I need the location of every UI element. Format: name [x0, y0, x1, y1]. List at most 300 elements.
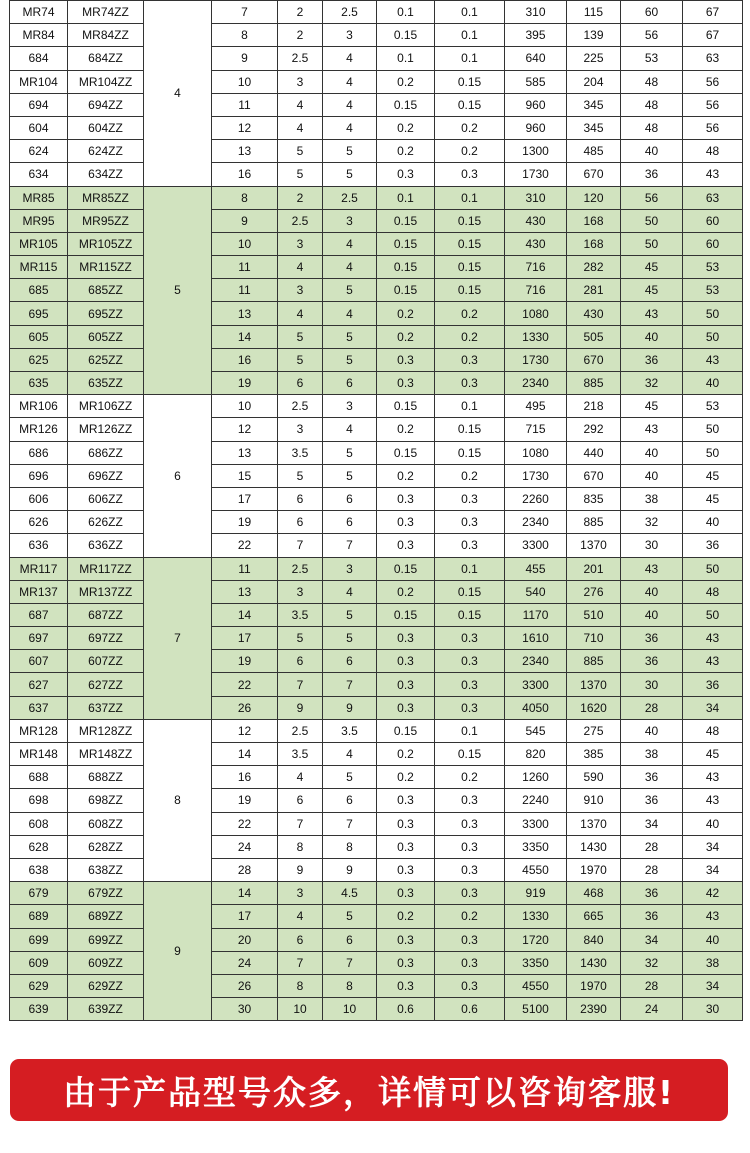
table-row	[10, 580, 743, 603]
dynamic-load-cell: 1260	[505, 766, 567, 789]
width-cell: 2.5	[278, 209, 323, 232]
static-load-cell: 510	[567, 603, 621, 626]
chamfer-r1-cell: 0.3	[435, 789, 505, 812]
model-shielded-cell: MR137ZZ	[68, 580, 144, 603]
outer-diameter-cell: 26	[212, 974, 278, 997]
width-flanged-cell: 8	[323, 974, 377, 997]
max-speed-grease-cell: 38	[621, 487, 683, 510]
outer-diameter-cell: 13	[212, 140, 278, 163]
outer-diameter-cell: 19	[212, 372, 278, 395]
max-speed-oil-cell: 50	[683, 325, 743, 348]
chamfer-r-cell: 0.2	[377, 70, 435, 93]
outer-diameter-cell: 14	[212, 603, 278, 626]
chamfer-r1-cell: 0.15	[435, 279, 505, 302]
chamfer-r-cell: 0.3	[377, 487, 435, 510]
dynamic-load-cell: 395	[505, 24, 567, 47]
width-cell: 6	[278, 928, 323, 951]
dynamic-load-cell: 430	[505, 232, 567, 255]
table-row	[10, 441, 743, 464]
model-shielded-cell: 698ZZ	[68, 789, 144, 812]
chamfer-r1-cell: 0.3	[435, 951, 505, 974]
width-cell: 7	[278, 534, 323, 557]
model-shielded-cell: MR95ZZ	[68, 209, 144, 232]
model-shielded-cell: 606ZZ	[68, 487, 144, 510]
model-open-cell: 635	[10, 372, 68, 395]
dynamic-load-cell: 2340	[505, 650, 567, 673]
model-shielded-cell: 634ZZ	[68, 163, 144, 186]
static-load-cell: 281	[567, 279, 621, 302]
model-open-cell: 686	[10, 441, 68, 464]
chamfer-r1-cell: 0.6	[435, 998, 505, 1021]
table-row	[10, 882, 743, 905]
max-speed-oil-cell: 40	[683, 511, 743, 534]
outer-diameter-cell: 10	[212, 232, 278, 255]
chamfer-r1-cell: 0.1	[435, 719, 505, 742]
width-flanged-cell: 4	[323, 580, 377, 603]
max-speed-oil-cell: 43	[683, 905, 743, 928]
chamfer-r-cell: 0.3	[377, 534, 435, 557]
max-speed-grease-cell: 38	[621, 743, 683, 766]
max-speed-oil-cell: 30	[683, 998, 743, 1021]
model-open-cell: MR95	[10, 209, 68, 232]
model-open-cell: MR106	[10, 395, 68, 418]
max-speed-grease-cell: 36	[621, 627, 683, 650]
width-cell: 6	[278, 789, 323, 812]
width-cell: 5	[278, 464, 323, 487]
width-cell: 5	[278, 348, 323, 371]
width-cell: 4	[278, 256, 323, 279]
width-cell: 4	[278, 116, 323, 139]
chamfer-r1-cell: 0.2	[435, 905, 505, 928]
chamfer-r1-cell: 0.3	[435, 534, 505, 557]
bore-diameter-cell: 6	[144, 395, 212, 557]
chamfer-r-cell: 0.2	[377, 743, 435, 766]
table-row	[10, 487, 743, 510]
outer-diameter-cell: 9	[212, 47, 278, 70]
model-open-cell: 604	[10, 116, 68, 139]
model-shielded-cell: MR106ZZ	[68, 395, 144, 418]
width-cell: 6	[278, 372, 323, 395]
outer-diameter-cell: 14	[212, 743, 278, 766]
chamfer-r1-cell: 0.15	[435, 93, 505, 116]
model-open-cell: MR115	[10, 256, 68, 279]
model-open-cell: 688	[10, 766, 68, 789]
width-cell: 10	[278, 998, 323, 1021]
max-speed-grease-cell: 28	[621, 974, 683, 997]
model-shielded-cell: 608ZZ	[68, 812, 144, 835]
static-load-cell: 840	[567, 928, 621, 951]
max-speed-grease-cell: 45	[621, 279, 683, 302]
width-cell: 4	[278, 93, 323, 116]
model-shielded-cell: 639ZZ	[68, 998, 144, 1021]
chamfer-r-cell: 0.2	[377, 325, 435, 348]
max-speed-oil-cell: 60	[683, 209, 743, 232]
static-load-cell: 385	[567, 743, 621, 766]
table-row	[10, 24, 743, 47]
chamfer-r1-cell: 0.15	[435, 441, 505, 464]
width-flanged-cell: 2.5	[323, 186, 377, 209]
model-open-cell: 684	[10, 47, 68, 70]
model-open-cell: 607	[10, 650, 68, 673]
model-shielded-cell: MR74ZZ	[68, 1, 144, 24]
chamfer-r-cell: 0.2	[377, 302, 435, 325]
outer-diameter-cell: 13	[212, 302, 278, 325]
dynamic-load-cell: 310	[505, 1, 567, 24]
static-load-cell: 670	[567, 163, 621, 186]
max-speed-oil-cell: 50	[683, 557, 743, 580]
model-shielded-cell: MR117ZZ	[68, 557, 144, 580]
max-speed-oil-cell: 48	[683, 140, 743, 163]
max-speed-oil-cell: 34	[683, 835, 743, 858]
chamfer-r-cell: 0.15	[377, 209, 435, 232]
max-speed-oil-cell: 48	[683, 580, 743, 603]
max-speed-oil-cell: 43	[683, 348, 743, 371]
outer-diameter-cell: 11	[212, 557, 278, 580]
width-flanged-cell: 7	[323, 812, 377, 835]
model-open-cell: MR137	[10, 580, 68, 603]
chamfer-r-cell: 0.3	[377, 812, 435, 835]
model-open-cell: MR105	[10, 232, 68, 255]
chamfer-r-cell: 0.3	[377, 858, 435, 881]
max-speed-oil-cell: 34	[683, 858, 743, 881]
chamfer-r-cell: 0.6	[377, 998, 435, 1021]
dynamic-load-cell: 455	[505, 557, 567, 580]
width-cell: 6	[278, 487, 323, 510]
chamfer-r-cell: 0.1	[377, 186, 435, 209]
table-row	[10, 905, 743, 928]
static-load-cell: 1620	[567, 696, 621, 719]
chamfer-r-cell: 0.2	[377, 905, 435, 928]
chamfer-r-cell: 0.3	[377, 627, 435, 650]
max-speed-grease-cell: 32	[621, 511, 683, 534]
chamfer-r1-cell: 0.3	[435, 696, 505, 719]
contact-banner	[10, 1059, 728, 1121]
model-open-cell: MR84	[10, 24, 68, 47]
dynamic-load-cell: 3300	[505, 673, 567, 696]
outer-diameter-cell: 22	[212, 673, 278, 696]
width-flanged-cell: 5	[323, 163, 377, 186]
model-open-cell: 608	[10, 812, 68, 835]
max-speed-oil-cell: 45	[683, 743, 743, 766]
model-open-cell: 606	[10, 487, 68, 510]
chamfer-r1-cell: 0.3	[435, 928, 505, 951]
table-row	[10, 766, 743, 789]
width-cell: 3.5	[278, 441, 323, 464]
chamfer-r1-cell: 0.2	[435, 325, 505, 348]
chamfer-r-cell: 0.15	[377, 24, 435, 47]
max-speed-grease-cell: 32	[621, 372, 683, 395]
max-speed-grease-cell: 43	[621, 557, 683, 580]
max-speed-grease-cell: 56	[621, 24, 683, 47]
width-cell: 3	[278, 279, 323, 302]
static-load-cell: 590	[567, 766, 621, 789]
model-shielded-cell: 694ZZ	[68, 93, 144, 116]
table-row	[10, 928, 743, 951]
model-open-cell: 627	[10, 673, 68, 696]
width-cell: 9	[278, 696, 323, 719]
model-open-cell: MR104	[10, 70, 68, 93]
width-cell: 6	[278, 650, 323, 673]
chamfer-r1-cell: 0.15	[435, 232, 505, 255]
chamfer-r-cell: 0.3	[377, 696, 435, 719]
chamfer-r-cell: 0.3	[377, 835, 435, 858]
static-load-cell: 665	[567, 905, 621, 928]
bearing-spec-table-container	[9, 0, 742, 1021]
static-load-cell: 910	[567, 789, 621, 812]
width-cell: 3	[278, 232, 323, 255]
max-speed-oil-cell: 43	[683, 789, 743, 812]
model-open-cell: 639	[10, 998, 68, 1021]
table-row	[10, 627, 743, 650]
dynamic-load-cell: 1730	[505, 163, 567, 186]
static-load-cell: 468	[567, 882, 621, 905]
bearing-spec-table	[9, 0, 743, 1021]
chamfer-r-cell: 0.1	[377, 47, 435, 70]
bore-diameter-cell: 9	[144, 882, 212, 1021]
width-cell: 5	[278, 140, 323, 163]
model-shielded-cell: MR84ZZ	[68, 24, 144, 47]
table-row	[10, 812, 743, 835]
model-shielded-cell: 696ZZ	[68, 464, 144, 487]
outer-diameter-cell: 13	[212, 580, 278, 603]
dynamic-load-cell: 716	[505, 279, 567, 302]
width-flanged-cell: 3.5	[323, 719, 377, 742]
width-cell: 2.5	[278, 47, 323, 70]
chamfer-r1-cell: 0.3	[435, 511, 505, 534]
max-speed-grease-cell: 34	[621, 928, 683, 951]
max-speed-oil-cell: 56	[683, 70, 743, 93]
width-flanged-cell: 6	[323, 650, 377, 673]
chamfer-r-cell: 0.3	[377, 928, 435, 951]
max-speed-grease-cell: 40	[621, 464, 683, 487]
max-speed-grease-cell: 40	[621, 441, 683, 464]
width-flanged-cell: 7	[323, 534, 377, 557]
width-flanged-cell: 8	[323, 835, 377, 858]
max-speed-grease-cell: 30	[621, 534, 683, 557]
width-cell: 3.5	[278, 603, 323, 626]
model-shielded-cell: MR115ZZ	[68, 256, 144, 279]
chamfer-r-cell: 0.2	[377, 140, 435, 163]
static-load-cell: 276	[567, 580, 621, 603]
width-cell: 3	[278, 418, 323, 441]
chamfer-r-cell: 0.3	[377, 951, 435, 974]
dynamic-load-cell: 2240	[505, 789, 567, 812]
width-flanged-cell: 5	[323, 348, 377, 371]
model-open-cell: 687	[10, 603, 68, 626]
bore-diameter-cell: 5	[144, 186, 212, 395]
width-cell: 8	[278, 974, 323, 997]
width-cell: 5	[278, 627, 323, 650]
static-load-cell: 1970	[567, 974, 621, 997]
table-row	[10, 209, 743, 232]
model-open-cell: MR126	[10, 418, 68, 441]
outer-diameter-cell: 16	[212, 163, 278, 186]
dynamic-load-cell: 3300	[505, 812, 567, 835]
width-flanged-cell: 4	[323, 743, 377, 766]
dynamic-load-cell: 2340	[505, 372, 567, 395]
dynamic-load-cell: 715	[505, 418, 567, 441]
model-shielded-cell: MR85ZZ	[68, 186, 144, 209]
chamfer-r1-cell: 0.1	[435, 557, 505, 580]
width-flanged-cell: 6	[323, 372, 377, 395]
table-row	[10, 395, 743, 418]
model-shielded-cell: 697ZZ	[68, 627, 144, 650]
max-speed-oil-cell: 40	[683, 928, 743, 951]
table-row	[10, 47, 743, 70]
static-load-cell: 710	[567, 627, 621, 650]
chamfer-r1-cell: 0.2	[435, 302, 505, 325]
width-flanged-cell: 5	[323, 905, 377, 928]
outer-diameter-cell: 16	[212, 766, 278, 789]
chamfer-r-cell: 0.2	[377, 418, 435, 441]
model-shielded-cell: 636ZZ	[68, 534, 144, 557]
max-speed-grease-cell: 36	[621, 163, 683, 186]
dynamic-load-cell: 960	[505, 93, 567, 116]
width-flanged-cell: 4	[323, 116, 377, 139]
max-speed-grease-cell: 60	[621, 1, 683, 24]
static-load-cell: 1370	[567, 534, 621, 557]
static-load-cell: 201	[567, 557, 621, 580]
static-load-cell: 835	[567, 487, 621, 510]
max-speed-oil-cell: 34	[683, 696, 743, 719]
max-speed-grease-cell: 48	[621, 70, 683, 93]
max-speed-oil-cell: 60	[683, 232, 743, 255]
static-load-cell: 282	[567, 256, 621, 279]
static-load-cell: 204	[567, 70, 621, 93]
max-speed-grease-cell: 36	[621, 348, 683, 371]
chamfer-r1-cell: 0.3	[435, 348, 505, 371]
table-row	[10, 325, 743, 348]
static-load-cell: 2390	[567, 998, 621, 1021]
outer-diameter-cell: 19	[212, 511, 278, 534]
table-row	[10, 719, 743, 742]
max-speed-grease-cell: 48	[621, 116, 683, 139]
chamfer-r1-cell: 0.1	[435, 395, 505, 418]
max-speed-grease-cell: 48	[621, 93, 683, 116]
table-row	[10, 650, 743, 673]
chamfer-r-cell: 0.15	[377, 557, 435, 580]
outer-diameter-cell: 13	[212, 441, 278, 464]
model-open-cell: 694	[10, 93, 68, 116]
width-flanged-cell: 4	[323, 232, 377, 255]
chamfer-r-cell: 0.3	[377, 650, 435, 673]
outer-diameter-cell: 26	[212, 696, 278, 719]
model-open-cell: MR85	[10, 186, 68, 209]
width-flanged-cell: 5	[323, 325, 377, 348]
dynamic-load-cell: 4550	[505, 974, 567, 997]
max-speed-grease-cell: 45	[621, 256, 683, 279]
max-speed-grease-cell: 53	[621, 47, 683, 70]
width-cell: 2	[278, 24, 323, 47]
max-speed-grease-cell: 43	[621, 302, 683, 325]
dynamic-load-cell: 1610	[505, 627, 567, 650]
static-load-cell: 485	[567, 140, 621, 163]
width-flanged-cell: 6	[323, 928, 377, 951]
static-load-cell: 1430	[567, 835, 621, 858]
model-shielded-cell: 679ZZ	[68, 882, 144, 905]
max-speed-grease-cell: 28	[621, 858, 683, 881]
model-shielded-cell: 635ZZ	[68, 372, 144, 395]
dynamic-load-cell: 1730	[505, 348, 567, 371]
table-row	[10, 858, 743, 881]
max-speed-oil-cell: 43	[683, 627, 743, 650]
width-cell: 2.5	[278, 719, 323, 742]
table-row	[10, 279, 743, 302]
model-open-cell: 697	[10, 627, 68, 650]
width-flanged-cell: 10	[323, 998, 377, 1021]
width-flanged-cell: 5	[323, 603, 377, 626]
width-flanged-cell: 3	[323, 209, 377, 232]
table-row	[10, 348, 743, 371]
outer-diameter-cell: 28	[212, 858, 278, 881]
model-open-cell: 634	[10, 163, 68, 186]
table-row	[10, 93, 743, 116]
model-open-cell: 698	[10, 789, 68, 812]
max-speed-oil-cell: 56	[683, 116, 743, 139]
model-open-cell: 685	[10, 279, 68, 302]
chamfer-r1-cell: 0.3	[435, 835, 505, 858]
width-flanged-cell: 4	[323, 418, 377, 441]
width-flanged-cell: 4	[323, 93, 377, 116]
outer-diameter-cell: 17	[212, 487, 278, 510]
model-shielded-cell: 624ZZ	[68, 140, 144, 163]
static-load-cell: 120	[567, 186, 621, 209]
dynamic-load-cell: 310	[505, 186, 567, 209]
static-load-cell: 885	[567, 650, 621, 673]
dynamic-load-cell: 1300	[505, 140, 567, 163]
dynamic-load-cell: 1330	[505, 905, 567, 928]
outer-diameter-cell: 10	[212, 395, 278, 418]
chamfer-r1-cell: 0.3	[435, 858, 505, 881]
outer-diameter-cell: 20	[212, 928, 278, 951]
static-load-cell: 139	[567, 24, 621, 47]
max-speed-grease-cell: 34	[621, 812, 683, 835]
max-speed-oil-cell: 56	[683, 93, 743, 116]
outer-diameter-cell: 12	[212, 418, 278, 441]
outer-diameter-cell: 24	[212, 835, 278, 858]
table-row	[10, 534, 743, 557]
width-cell: 3.5	[278, 743, 323, 766]
max-speed-oil-cell: 36	[683, 673, 743, 696]
max-speed-oil-cell: 38	[683, 951, 743, 974]
bore-diameter-cell: 7	[144, 557, 212, 719]
model-open-cell: 636	[10, 534, 68, 557]
model-open-cell: 605	[10, 325, 68, 348]
max-speed-grease-cell: 40	[621, 719, 683, 742]
dynamic-load-cell: 820	[505, 743, 567, 766]
outer-diameter-cell: 14	[212, 882, 278, 905]
table-row	[10, 140, 743, 163]
static-load-cell: 670	[567, 348, 621, 371]
static-load-cell: 430	[567, 302, 621, 325]
max-speed-oil-cell: 45	[683, 464, 743, 487]
chamfer-r-cell: 0.15	[377, 256, 435, 279]
width-flanged-cell: 4	[323, 256, 377, 279]
max-speed-oil-cell: 50	[683, 302, 743, 325]
width-flanged-cell: 3	[323, 24, 377, 47]
width-flanged-cell: 4	[323, 302, 377, 325]
outer-diameter-cell: 8	[212, 186, 278, 209]
chamfer-r-cell: 0.3	[377, 882, 435, 905]
max-speed-oil-cell: 40	[683, 372, 743, 395]
max-speed-grease-cell: 36	[621, 789, 683, 812]
dynamic-load-cell: 3350	[505, 951, 567, 974]
model-shielded-cell: 609ZZ	[68, 951, 144, 974]
chamfer-r1-cell: 0.15	[435, 70, 505, 93]
static-load-cell: 885	[567, 372, 621, 395]
outer-diameter-cell: 9	[212, 209, 278, 232]
bore-diameter-cell: 4	[144, 1, 212, 187]
